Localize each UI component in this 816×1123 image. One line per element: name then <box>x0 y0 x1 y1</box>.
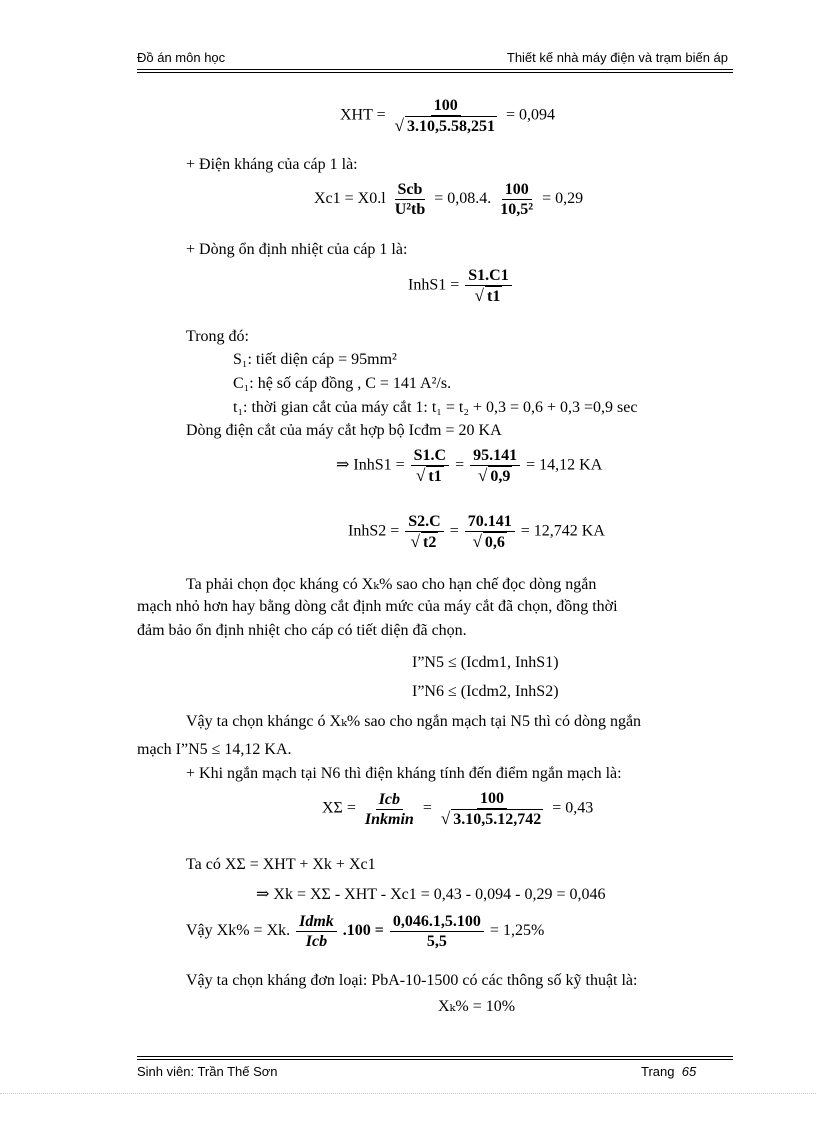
final-line1: Vậy ta chọn kháng đơn loại: PbA-10-1500 có các thông số kỹ thuật là: <box>186 972 638 989</box>
footer-page: Trang 65 <box>641 1064 697 1079</box>
header-rule-2 <box>137 72 733 73</box>
formula-inhs2: InhS2 = $\frac{S2.C}{√ t2}$ = $\frac{70.141}{√ 0,6}$ = 12,742 KA <box>348 513 605 551</box>
footer-rule <box>137 1056 733 1057</box>
line-taco: Ta có XΣ = XHT + Xk + Xc1 <box>186 856 376 873</box>
para1-line2: mạch nhỏ hơn hay bằng dòng cắt định mức của máy cắt đã chọn, đồng thời <box>137 598 618 615</box>
header-left: Đồ án môn học <box>137 50 226 65</box>
inequality-n5: I”N5 ≤ (Icdm1, InhS1) <box>412 654 559 671</box>
line-icdm: Dòng điện cắt của máy cắt hợp bộ Icđm = 20 KA <box>186 422 502 439</box>
line-xc1: + Điện kháng của cáp 1 là: <box>186 156 358 173</box>
line-xk: ⇒ Xk = XΣ - XHT - Xc1 = 0,43 - 0,094 - 0,29 = 0,046 <box>256 886 606 903</box>
formula-xsum: XΣ = $\frac{\text{Icb}}{\text{Inkmin}}$ = $\frac{100}{√ 3.10,5.12,742}$ = 0,43 <box>322 790 594 828</box>
line-t1: t₁: thời gian cắt của máy cắt 1: t₁ = t₂ + 0,3 = 0,6 + 0,3 =0,9 sec <box>233 399 638 416</box>
para2-line1: Vậy ta chọn khángc ó Xₖ% sao cho ngắn mạch tại N5 thì có dòng ngắn <box>186 713 642 730</box>
final-line2: Xₖ% = 10% <box>438 998 516 1015</box>
header-right: Thiết kế nhà máy điện và trạm biến áp <box>506 50 728 65</box>
formula-inhs1: ⇒ InhS1 = $\frac{S1.C}{√ t1}$ = $\frac{95.141}{√ 0,9}$ = 14,12 KA <box>336 447 603 485</box>
formula-xk-percent: Vậy Xk% = Xk. $\frac{\text{Idmk}}{\text{Icb}}$ .100 = $\frac{0,046.1,5.100}{5,5}$ = 1,25% <box>186 913 545 950</box>
footer-student: Sinh viên: Trần Thế Sơn <box>137 1064 278 1079</box>
line-s1: S₁: tiết diện cáp = 95mm² <box>233 351 397 368</box>
footer-rule-2 <box>137 1059 733 1060</box>
formula-inh: InhS1 = $\frac{S1.C1}{√ t1}$ <box>408 266 514 306</box>
header-rule <box>137 69 733 70</box>
para1-line3: đảm bảo ổn định nhiệt cho cáp có tiết diện đã chọn. <box>137 622 467 639</box>
formula-xht: XHT = $\frac{100}{√ 3.10,5.58,251}$ = 0,094 <box>340 97 555 135</box>
formula-xc1: Xc1 = X0.l $\frac{\text{Scb}}{\text{U²tb}}$ = 0,08.4. $\frac{100}{\text{10,5²}}$ = 0,29 <box>314 181 584 218</box>
line-trong-do: Trong đó: <box>186 328 249 345</box>
inequality-n6: I”N6 ≤ (Icdm2, InhS2) <box>412 683 559 700</box>
line-c1: C₁: hệ số cáp đồng , C = 141 A²/s. <box>233 375 452 392</box>
bottom-dotted-line <box>0 1093 816 1094</box>
para2-line2: mạch I”N5 ≤ 14,12 KA. <box>137 741 292 758</box>
line-inh: + Dòng ổn định nhiệt của cáp 1 là: <box>186 241 408 258</box>
para3: + Khi ngắn mạch tại N6 thì điện kháng tính đến điểm ngắn mạch là: <box>186 765 622 782</box>
para1-line1: Ta phải chọn đọc kháng có Xₖ% sao cho hạn chế đọc dòng ngắn <box>186 576 597 593</box>
